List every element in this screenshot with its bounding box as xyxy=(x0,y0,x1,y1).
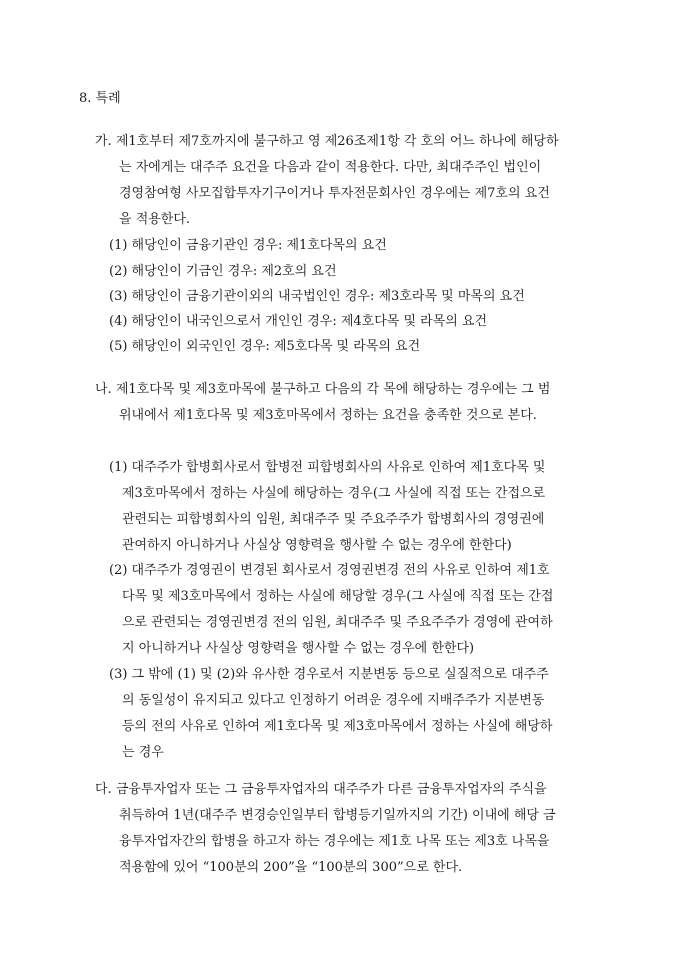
clause-ga-item: (3) 해당인이 금융기관이외의 내국법인인 경우: 제3호라목 및 마목의 요건 xyxy=(109,289,525,304)
clause-na-item-1: (1) 대주주가 합병회사로서 합병전 피합병회사의 사유로 인하여 제1호다목 및 xyxy=(109,460,546,475)
clause-ga-item: (5) 해당인이 외국인인 경우: 제5호다목 및 라목의 요건 xyxy=(109,339,421,354)
clause-da-line: 취득하여 1년(대주주 변경승인일부터 합병등기일까지의 기간) 이내에 해당 금 xyxy=(119,808,556,823)
clause-na-item-1: 제3호마목에서 정하는 사실에 해당하는 경우(그 사실에 직접 또는 간접으로 xyxy=(122,486,546,501)
clause-ga-line: 경영참여형 사모집합투자기구이거나 투자전문회사인 경우에는 제7호의 요건 xyxy=(119,186,550,201)
clause-da-line: 융투자업자간의 합병을 하고자 하는 경우에는 제1호 나목 또는 제3호 나목을 xyxy=(119,834,550,849)
clause-da-line: 다. 금융투자업자 또는 그 금융투자업자의 대주주가 다른 금융투자업자의 주식을 xyxy=(95,782,547,797)
clause-na-line: 나. 제1호다목 및 제3호마목에 불구하고 다음의 각 목에 해당하는 경우에는 그 범 xyxy=(95,382,551,397)
clause-na-item-1: 관련되는 피합병회사의 임원, 최대주주 및 주요주주가 합병회사의 경영권에 xyxy=(122,512,545,527)
clause-na-item-3: 는 경우 xyxy=(122,745,164,760)
clause-na-item-2: (2) 대주주가 경영권이 변경된 회사로서 경영권변경 전의 사유로 인하여 제1호 xyxy=(109,563,550,578)
clause-ga-line: 는 자에게는 대주주 요건을 다음과 같이 적용한다. 다만, 최대주주인 법인이 xyxy=(119,160,542,175)
clause-na-item-2: 다목 및 제3호마목에서 정하는 사실에 해당할 경우(그 사실에 직접 또는 간접 xyxy=(122,589,554,604)
clause-da-line: 적용함에 있어 “100분의 200”을 “100분의 300”으로 한다. xyxy=(119,860,463,875)
section-title: 8. 특례 xyxy=(79,91,121,106)
clause-ga-item: (4) 해당인이 내국인으로서 개인인 경우: 제4호다목 및 라목의 요건 xyxy=(109,314,488,329)
clause-na-item-2: 지 아니하거나 사실상 영향력을 행사할 수 없는 경우에 한한다) xyxy=(122,641,475,656)
clause-na-item-3: 의 동일성이 유지되고 있다고 인정하기 어려운 경우에 지배주주가 지분변동 xyxy=(122,693,545,708)
clause-na-line: 위내에서 제1호다목 및 제3호마목에서 정하는 요건을 충족한 것으로 본다. xyxy=(119,408,537,423)
clause-ga-item: (1) 해당인이 금융기관인 경우: 제1호다목의 요건 xyxy=(109,238,387,253)
clause-na-item-1: 관여하지 아니하거나 사실상 영향력을 행사할 수 없는 경우에 한한다) xyxy=(122,538,512,553)
clause-na-item-2: 으로 관련되는 경영권변경 전의 임원, 최대주주 및 주요주주가 경영에 관여하 xyxy=(122,615,553,630)
clause-ga-line: 을 적용한다. xyxy=(119,212,191,227)
clause-na-item-3: 등의 전의 사유로 인하여 제1호다목 및 제3호마목에서 정하는 사실에 해당하 xyxy=(122,719,553,734)
clause-ga-item: (2) 해당인이 기금인 경우: 제2호의 요건 xyxy=(109,264,337,279)
clause-ga-line: 가. 제1호부터 제7호까지에 불구하고 영 제26조제1항 각 호의 어느 하나에 해당하 xyxy=(95,134,559,149)
clause-na-item-3: (3) 그 밖에 (1) 및 (2)와 유사한 경우로서 지분변동 등으로 실질적으로 대주주 xyxy=(109,667,549,682)
